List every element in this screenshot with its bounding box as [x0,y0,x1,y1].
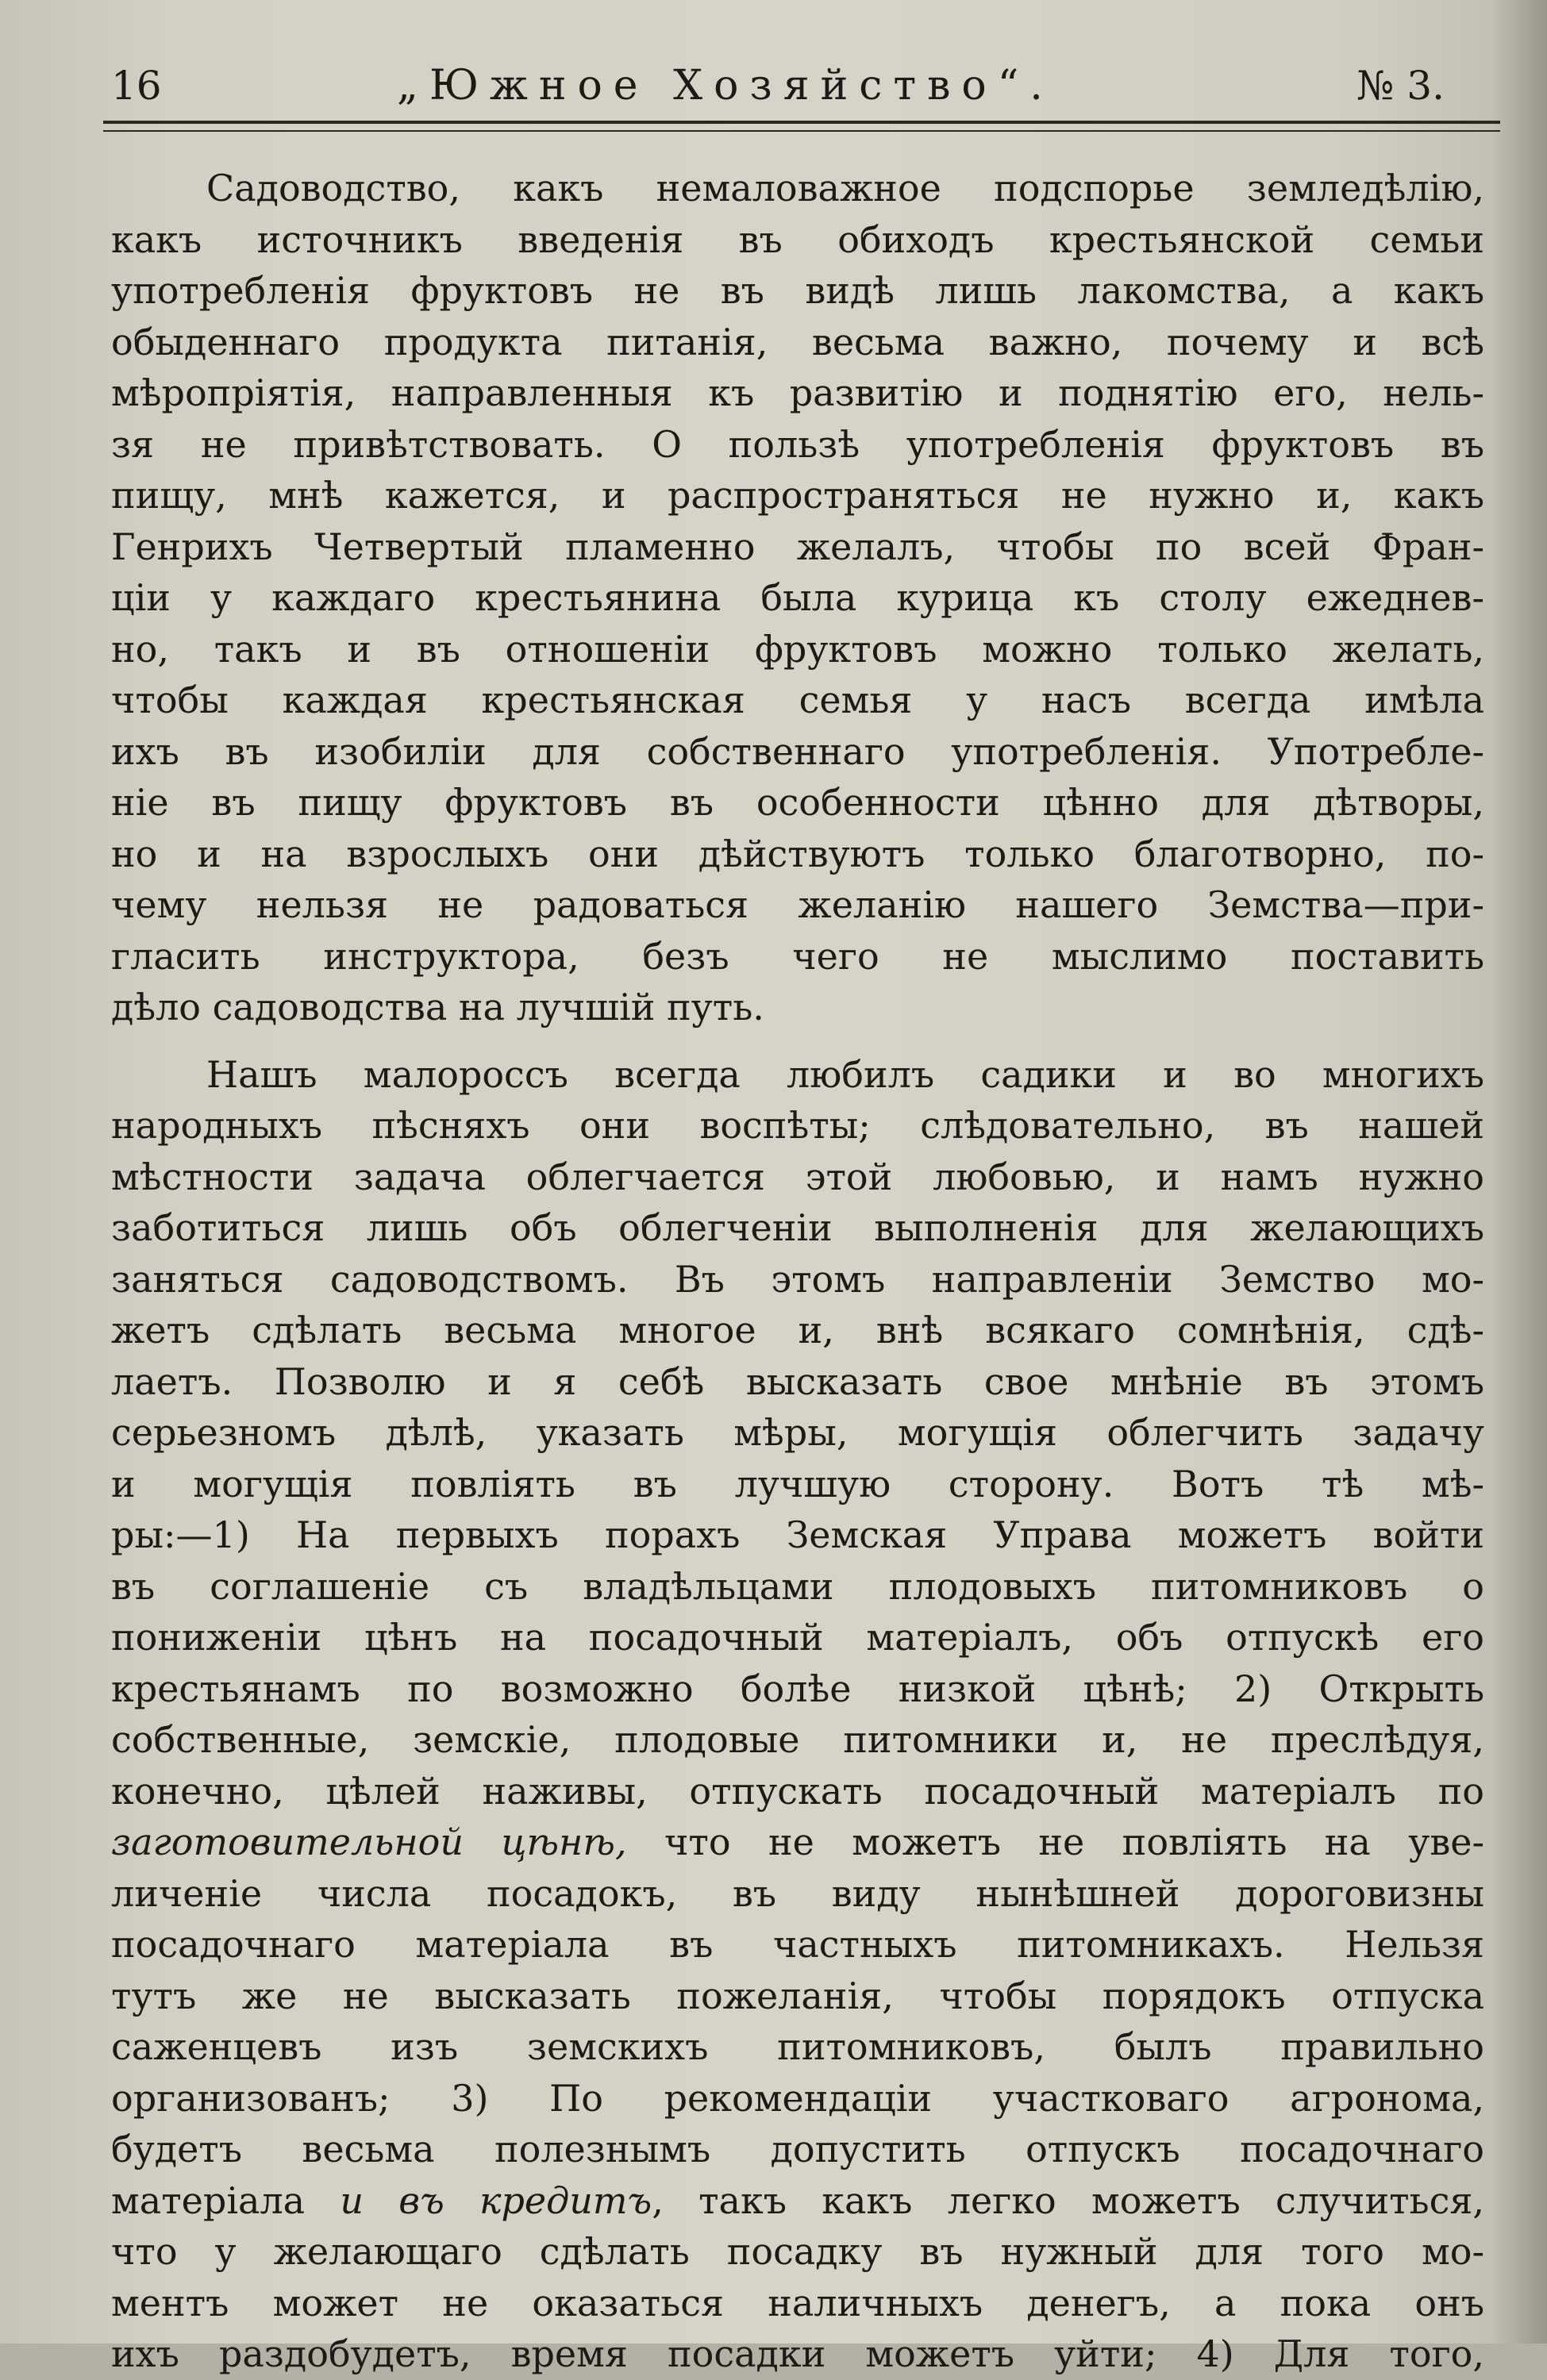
text-line: пищу, мнѣ кажется, и распространяться не нужно и, какъ [111,474,1484,517]
text-line: мѣстности задача облегчается этой любовью, и намъ нужно [111,1155,1484,1198]
text-line: чему нельзя не радоваться желанію нашего Земства—при- [111,883,1484,926]
text-line: и могущія повліять въ лучшую сторону. Вотъ тѣ мѣ- [111,1462,1484,1505]
text-line: гласить инструктора, безъ чего не мыслимо поставить [111,934,1484,978]
italic-phrase: заготовительной цѣнѣ, [111,1821,627,1863]
paragraph-1 [111,163,1484,1033]
paragraph-2-part-a [111,1049,1484,1817]
text-line: употребленія фруктовъ не въ видѣ лишь лакомства, а какъ [111,269,1484,312]
text-line: ры:—1) На первыхъ порахъ Земская Управа можетъ войти [111,1513,1484,1556]
text-line: обыденнаго продукта питанія, весьма важно, почему и всѣ [111,320,1484,363]
text-line: мѣропріятія, направленныя къ развитію и поднятію его, нель- [111,371,1484,414]
text-line: саженцевъ изъ земскихъ питомниковъ, былъ правильно [111,2025,1484,2068]
header-rule-thin [103,130,1500,132]
paragraph-2 [111,1049,1484,2380]
text-line: чтобы каждая крестьянская семья у насъ всегда имѣла [111,679,1484,721]
text-line: собственные, земскіе, плодовые питомники и, не преслѣдуя, [111,1718,1484,1761]
text-line: личеніе числа посадокъ, въ виду нынѣшней дороговизны [111,1871,1484,1915]
text-line: серьезномъ дѣлѣ, указать мѣры, могущія облегчить задачу [111,1411,1484,1454]
running-head [111,57,1492,121]
text-line: заботиться лишь объ облегченіи выполненія для желающихъ [111,1206,1484,1249]
text-line: ментъ может не оказаться наличныхъ денегъ, а пока онъ [111,2281,1484,2324]
text-line [111,1817,1484,1868]
text-line: ціи у каждаго крестьянина была курица къ столу ежеднев- [111,576,1484,619]
text-line: но, такъ и въ отношеніи фруктовъ можно только желать, [111,627,1484,671]
line-segment: что не можетъ не повліять на уве- [626,1821,1484,1863]
text-line: Генрихъ Четвертый пламенно желалъ, чтобы по всей Фран- [111,525,1484,568]
text-line: какъ источникъ введенія въ обиходъ крестьянской семьи [111,217,1484,261]
text-line: крестьянамъ по возможно болѣе низкой цѣнѣ; 2) Открыть [111,1667,1484,1710]
text-line [111,2175,1484,2227]
text-line: тутъ же не высказать пожеланія, чтобы порядокъ отпуска [111,1974,1484,2017]
header-rule-thick [103,121,1500,124]
line-segment: , такъ какъ легко можетъ случиться, [652,2178,1484,2222]
text-line: лаетъ. Позволю и я себѣ высказать свое мнѣніе въ этомъ [111,1359,1484,1403]
journal-title: „Южное Хозяйство“. [397,62,1054,110]
text-line: заняться садоводствомъ. Въ этомъ направленіи Земство мо- [111,1257,1484,1301]
italic-phrase: и въ кредитъ [340,2178,652,2222]
line-segment: матеріала [111,2178,341,2222]
text-line: организованъ; 3) По рекомендаціи участковаго агронома, [111,2076,1484,2120]
issue-number: № 3. [1357,63,1445,109]
text-line: Садоводство, какъ немаловажное подспорье земледѣлію, [206,167,1484,210]
text-line: будетъ весьма полезнымъ допустить отпускъ посадочнаго [111,2128,1484,2170]
text-line: ихъ въ изобиліи для собственнаго употребленія. Употребле- [111,729,1484,773]
text-line: что у желающаго сдѣлать посадку въ нужный для того мо- [111,2230,1484,2273]
paragraph-gap [111,1033,1484,1049]
page-number: 16 [111,63,162,109]
text-line: ихъ раздобудетъ, время посадки можетъ уйти; 4) Для того, [111,2332,1484,2375]
paragraph-2-part-b [111,1868,1484,2175]
text-line: посадочнаго матеріала въ частныхъ питомникахъ. Нельзя [111,1923,1484,1966]
text-line: но и на взрослыхъ они дѣйствуютъ только благотворно, по- [111,832,1484,875]
body-text [111,163,1484,2380]
page-edge-shadow [1491,0,1547,2343]
text-line: народныхъ пѣсняхъ они воспѣты; слѣдовательно, въ нашей [111,1104,1484,1147]
text-line: ніе въ пищу фруктовъ въ особенности цѣнно для дѣтворы, [111,781,1484,824]
text-line: жетъ сдѣлать весьма многое и, внѣ всякаго сомнѣнія, сдѣ- [111,1309,1484,1351]
text-line: зя не привѣтствовать. О пользѣ употребленія фруктовъ въ [111,422,1484,466]
text-line: Нашъ малороссъ всегда любилъ садики и во многихъ [206,1052,1484,1096]
text-line: конечно, цѣлей наживы, отпускать посадочный матеріалъ по [111,1769,1484,1813]
text-line: въ соглашеніе съ владѣльцами плодовыхъ питомниковъ о [111,1564,1484,1608]
paragraph-2-part-c [111,2226,1484,2380]
text-line: дѣло садоводства на лучшій путь. [111,986,764,1029]
text-line: пониженіи цѣнъ на посадочный матеріалъ, объ отпускѣ его [111,1616,1484,1659]
